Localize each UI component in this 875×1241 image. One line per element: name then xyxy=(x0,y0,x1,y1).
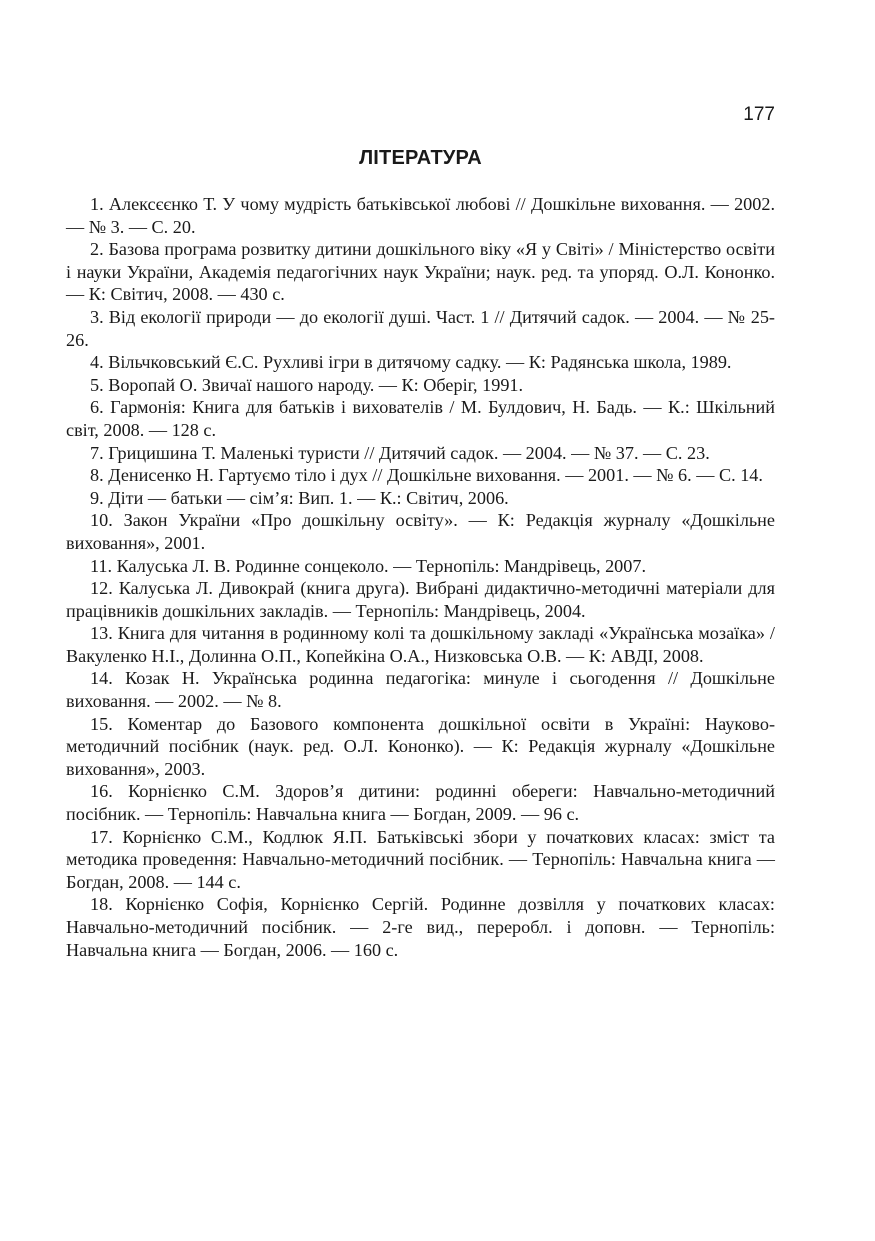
reference-item: 6. Гармонія: Книга для батьків і вихователів / М. Булдович, Н. Бадь. — К.: Шкільний світ, 2008. — 128 с. xyxy=(66,397,775,440)
reference-list xyxy=(66,193,775,961)
reference-item: 7. Грицишина Т. Маленькі туристи // Дитячий садок. — 2004. — № 37. — С. 23. xyxy=(90,442,710,463)
reference-item: 4. Вільчковський Є.С. Рухливі ігри в дитячому садку. — К: Радянська школа, 1989. xyxy=(90,352,732,373)
reference-item: 18. Корнієнко Софія, Корнієнко Сергій. Родинне дозвілля у початкових класах: Навчально-методичний посібник. — 2-ге вид., переробл. і доповн. — Тернопіль: Навчальна книга — Богдан, 2006. — 160 с. xyxy=(66,894,775,960)
reference-item: 1. Алексєєнко Т. У чому мудрість батьківської любові // Дошкільне виховання. — 2002. — № 3. — С. 20. xyxy=(66,194,775,237)
section-heading: ЛІТЕРАТУРА xyxy=(359,147,482,169)
reference-item: 8. Денисенко Н. Гартуємо тіло і дух // Дошкільне виховання. — 2001. — № 6. — С. 14. xyxy=(90,465,763,486)
reference-item: 14. Козак Н. Українська родинна педагогіка: минуле і сьогодення // Дошкільне виховання. — 2002. — № 8. xyxy=(66,668,775,712)
reference-item: 13. Книга для читання в родинному колі та дошкільному закладі «Українська мозаїка» / Вакуленко Н.І., Долинна О.П., Копейкіна О.А., Низковська О.В. — К: АВДІ, 2008. xyxy=(66,623,775,666)
reference-item: 3. Від екології природи — до екології душі. Част. 1 // Дитячий садок. — 2004. — № 25-26. xyxy=(66,306,775,350)
reference-item: 17. Корнієнко С.М., Кодлюк Я.П. Батьківські збори у початкових класах: зміст та методика проведення: Навчально-методичний посібник. — Тернопіль: Навчальна книга — Богдан, 2008. — 144 с. xyxy=(66,826,775,892)
reference-item: 11. Калуська Л. В. Родинне сонцеколо. — Тернопіль: Мандрівець, 2007. xyxy=(90,555,647,576)
reference-item: 10. Закон України «Про дошкільну освіту». — К: Редакція журналу «Дошкільне виховання», 2001. xyxy=(66,510,775,553)
reference-item: 15. Коментар до Базового компонента дошкільної освіти в Україні: Науково-методичний посібник (наук. ред. О.Л. Кононко). — К: Редакція журналу «Дошкільне виховання», 2003. xyxy=(66,713,775,779)
page-number: 177 xyxy=(743,104,775,125)
reference-item: 16. Корнієнко С.М. Здоров’я дитини: родинні обереги: Навчально-методичний посібник. — Тернопіль: Навчальна книга — Богдан, 2009. — 96 с. xyxy=(66,781,775,825)
reference-item: 5. Воропай О. Звичаї нашого народу. — К: Оберіг, 1991. xyxy=(90,374,524,395)
reference-item: 9. Діти — батьки — сім’я: Вип. 1. — К.: Світич, 2006. xyxy=(90,487,509,508)
reference-item: 12. Калуська Л. Дивокрай (книга друга). Вибрані дидактично-методичні матеріали для працівників дошкільних закладів. — Тернопіль: Мандрівець, 2004. xyxy=(66,578,775,621)
reference-item: 2. Базова програма розвитку дитини дошкільного віку «Я у Світі» / Міністерство освіти і науки України, Академія педагогічних наук України; наук. ред. та упоряд. О.Л. Кононко. — К: Світич, 2008. — 430 с. xyxy=(66,239,775,305)
